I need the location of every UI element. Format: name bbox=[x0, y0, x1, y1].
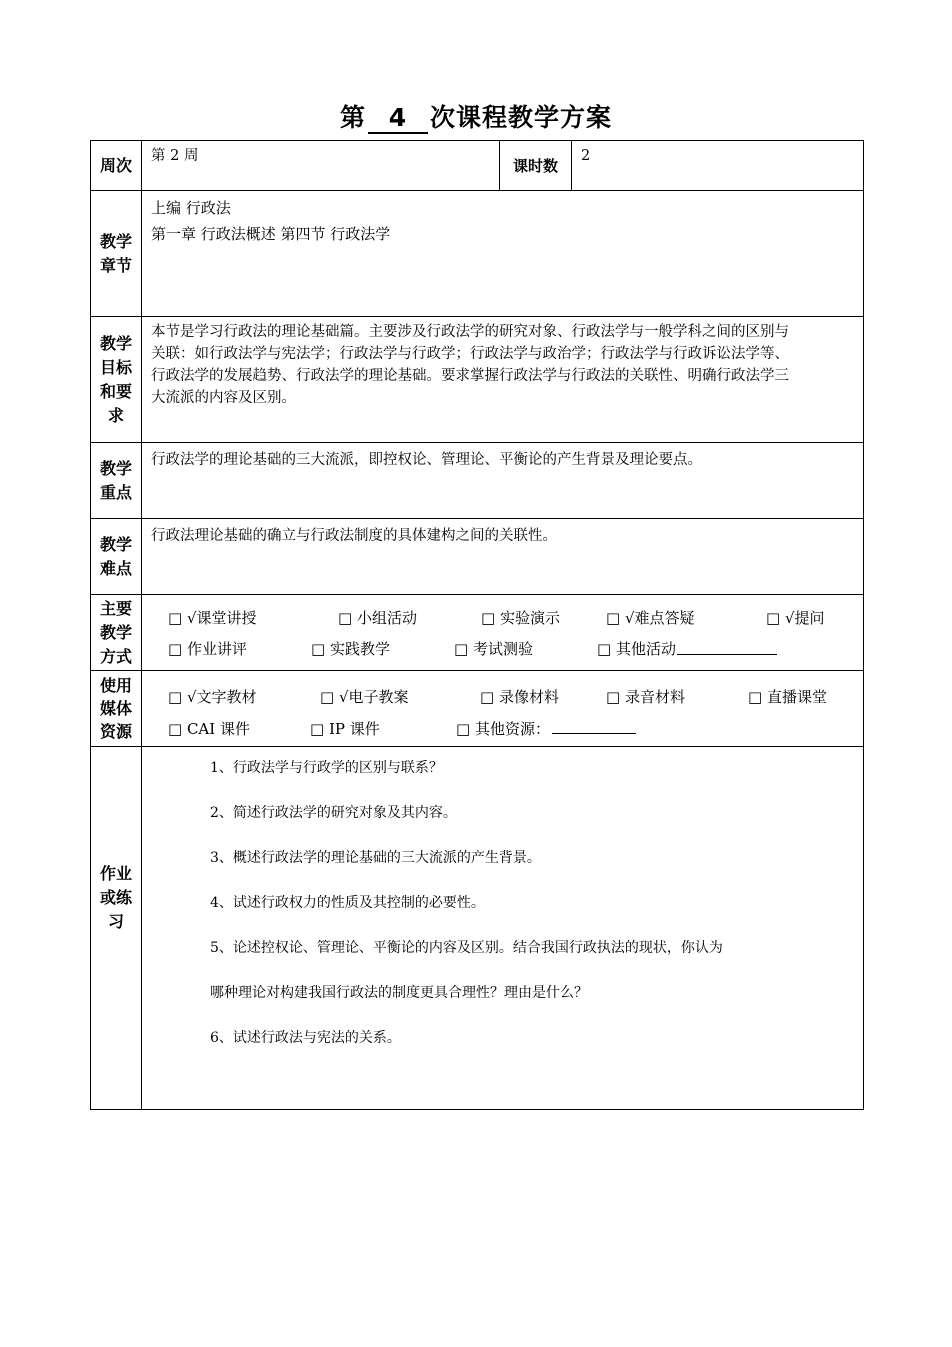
homework-item: 6、试述行政法与宪法的关系。 bbox=[210, 1030, 401, 1046]
media-label-line: 资源 bbox=[99, 722, 132, 741]
key-points-row bbox=[91, 443, 864, 519]
homework-item: 4、试述行政权力的性质及其控制的必要性。 bbox=[210, 895, 485, 911]
key-points-label-line: 重点 bbox=[99, 482, 132, 502]
goals-content bbox=[142, 317, 864, 443]
goals-label-line: 求 bbox=[107, 405, 124, 425]
title-suffix: 次课程教学方案 bbox=[430, 103, 613, 132]
page-title bbox=[0, 100, 952, 136]
media-option[interactable]: □ 其他资源： bbox=[456, 720, 550, 738]
methods-label-line: 主要 bbox=[99, 598, 132, 618]
lesson-number: 4 bbox=[368, 104, 428, 134]
method-option[interactable]: □ 实验演示 bbox=[481, 609, 560, 627]
week-row bbox=[91, 141, 864, 191]
media-option[interactable]: □ 直播课堂 bbox=[748, 688, 827, 706]
media-label bbox=[91, 671, 142, 747]
homework-label-line: 或练 bbox=[99, 888, 132, 907]
homework-label-line: 作业 bbox=[99, 864, 132, 883]
media-row-2 bbox=[168, 713, 863, 745]
methods-row-2 bbox=[168, 634, 863, 665]
homework-item: 5、论述控权论、管理论、平衡论的内容及区别。结合我国行政执法的现状，你认为 bbox=[210, 940, 723, 956]
methods-label bbox=[91, 595, 142, 671]
key-points-label-line: 教学 bbox=[99, 458, 132, 478]
goals-line: 本节是学习行政法的理论基础篇。主要涉及行政法学的研究对象、行政法学与一般学科之间的区别与 bbox=[151, 324, 789, 340]
method-option[interactable]: □ √难点答疑 bbox=[606, 609, 695, 627]
media-option[interactable]: □ √电子教案 bbox=[320, 688, 409, 706]
homework-label bbox=[91, 747, 142, 1110]
chapter-label bbox=[91, 191, 142, 317]
media-label-line: 媒体 bbox=[99, 699, 132, 718]
week-value: 第 2 周 bbox=[142, 141, 500, 191]
method-option[interactable]: □ √课堂讲授 bbox=[168, 609, 257, 627]
chapter-label-line: 教学 bbox=[99, 231, 132, 251]
methods-label-line: 教学 bbox=[99, 622, 132, 642]
goals-label bbox=[91, 317, 142, 443]
goals-label-line: 目标 bbox=[99, 357, 132, 377]
goals-line: 行政法学的发展趋势、行政法学的理论基础。要求掌握行政法学与行政法的关联性、明确行政法学三 bbox=[151, 368, 789, 384]
methods-row bbox=[91, 595, 864, 671]
method-option[interactable]: □ 实践教学 bbox=[311, 640, 390, 658]
homework-row bbox=[91, 747, 864, 1110]
chapter-line: 第一章 行政法概述 第四节 行政法学 bbox=[151, 225, 391, 243]
media-row-1 bbox=[168, 681, 863, 713]
goals-line: 关联：如行政法学与宪法学；行政法学与行政学；行政法学与政治学；行政法学与行政诉讼法学等、 bbox=[151, 346, 789, 362]
goals-line: 大流派的内容及区别。 bbox=[151, 390, 296, 406]
chapter-label-line: 章节 bbox=[99, 255, 132, 275]
media-option[interactable]: □ IP 课件 bbox=[310, 720, 380, 738]
goals-row bbox=[91, 317, 864, 443]
media-option[interactable]: □ √文字教材 bbox=[168, 688, 257, 706]
week-label: 周次 bbox=[91, 141, 142, 191]
media-option[interactable]: □ 录音材料 bbox=[606, 688, 685, 706]
homework-item: 2、简述行政法学的研究对象及其内容。 bbox=[210, 805, 457, 821]
chapter-line: 上编 行政法 bbox=[151, 199, 231, 217]
method-option[interactable]: □ √提问 bbox=[766, 609, 825, 627]
homework-content bbox=[142, 747, 864, 1110]
difficulties-label-line: 难点 bbox=[99, 558, 132, 578]
homework-item: 1、行政法学与行政学的区别与联系？ bbox=[210, 760, 443, 776]
hours-label: 课时数 bbox=[500, 141, 572, 191]
title-prefix: 第 bbox=[339, 103, 366, 132]
other-activity-blank[interactable] bbox=[677, 634, 777, 655]
media-option[interactable]: □ CAI 课件 bbox=[168, 720, 250, 738]
media-label-line: 使用 bbox=[99, 676, 132, 695]
hours-value: 2 bbox=[572, 141, 864, 191]
homework-item: 哪种理论对构建我国行政法的制度更具合理性？理由是什么？ bbox=[210, 985, 588, 1001]
media-row bbox=[91, 671, 864, 747]
key-points-content: 行政法学的理论基础的三大流派，即控权论、管理论、平衡论的产生背景及理论要点。 bbox=[142, 443, 864, 519]
methods-content bbox=[142, 595, 864, 671]
method-option[interactable]: □ 其他活动 bbox=[597, 640, 676, 658]
methods-label-line: 方式 bbox=[99, 646, 132, 666]
lesson-plan-table bbox=[90, 140, 864, 1110]
homework-label-line: 习 bbox=[107, 912, 124, 931]
media-content bbox=[142, 671, 864, 747]
chapter-row bbox=[91, 191, 864, 317]
homework-item: 3、概述行政法学的理论基础的三大流派的产生背景。 bbox=[210, 850, 541, 866]
difficulties-content: 行政法理论基础的确立与行政法制度的具体建构之间的关联性。 bbox=[142, 519, 864, 595]
difficulties-row bbox=[91, 519, 864, 595]
key-points-label bbox=[91, 443, 142, 519]
method-option[interactable]: □ 作业讲评 bbox=[168, 640, 247, 658]
difficulties-label bbox=[91, 519, 142, 595]
method-option[interactable]: □ 小组活动 bbox=[338, 609, 417, 627]
other-resource-blank[interactable] bbox=[552, 713, 636, 734]
goals-label-line: 教学 bbox=[99, 333, 132, 353]
media-option[interactable]: □ 录像材料 bbox=[480, 688, 559, 706]
goals-label-line: 和要 bbox=[99, 381, 132, 401]
method-option[interactable]: □ 考试测验 bbox=[454, 640, 533, 658]
difficulties-label-line: 教学 bbox=[99, 534, 132, 554]
chapter-content bbox=[142, 191, 864, 317]
methods-row-1 bbox=[168, 603, 863, 634]
